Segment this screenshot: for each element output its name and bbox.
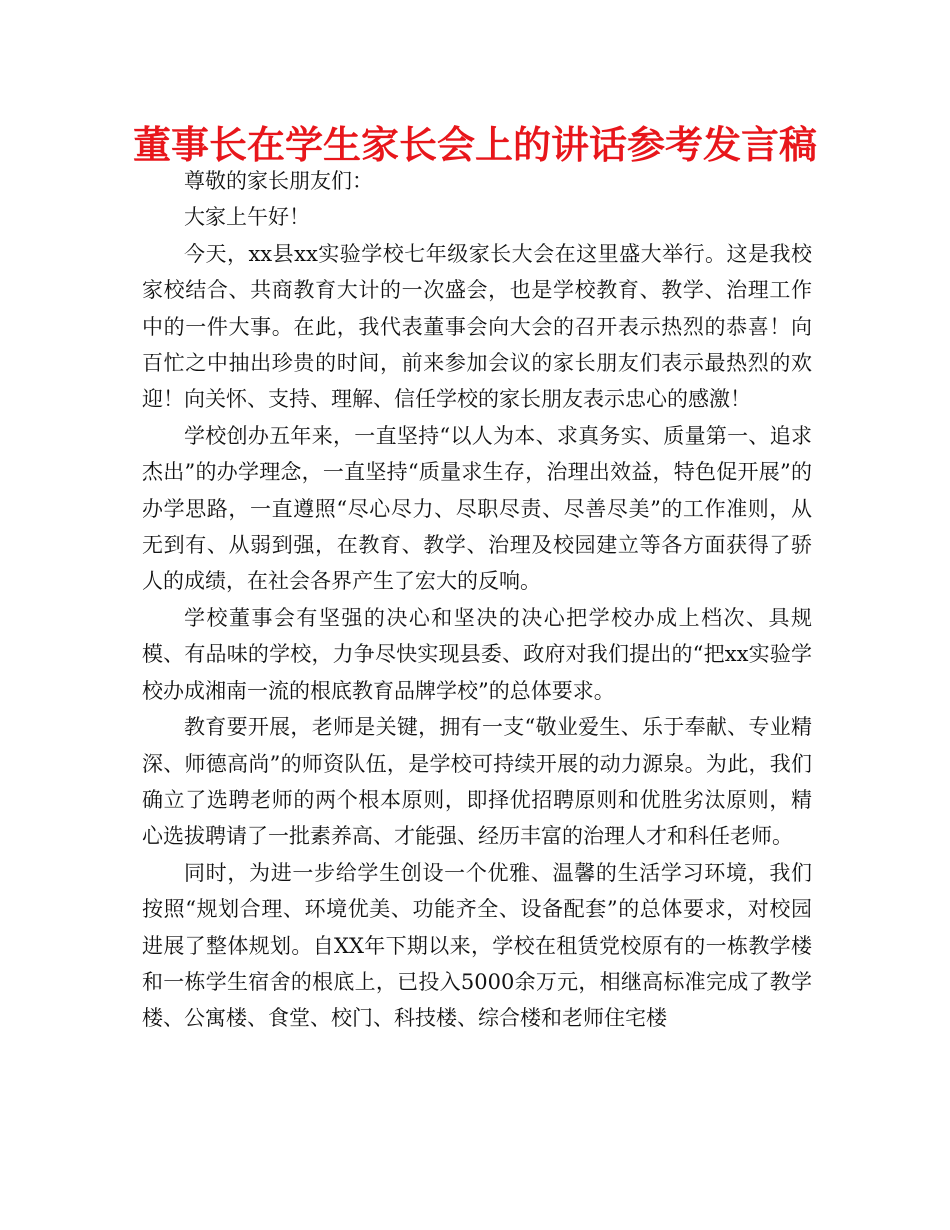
paragraph-teachers: 教育要开展，老师是关键，拥有一支“敬业爱生、乐于奉献、专业精深、师德高尚”的师资队伍，是学校可持续开展的动力源泉。为此，我们确立了选聘老师的两个根本原则，即择优招聘原则和优胜劣汰原则，精心选拔聘请了一批素养高、才能强、经历丰富的治理人才和科任老师。 [142, 715, 812, 849]
paragraph-school-philosophy: 学校创办五年来，一直坚持“以人为本、求真务实、质量第一、追求杰出”的办学理念，一直坚持“质量求生存，治理出效益，特色促开展”的办学思路，一直遵照“尽心尽力、尽职尽责、尽善尽美”的工作准则，从无到有、从弱到强，在教育、教学、治理及校园建立等各方面获得了骄人的成绩，在社会各界产生了宏大的反响。 [142, 423, 812, 594]
document-body [142, 163, 812, 1037]
paragraph-salutation: 尊敬的家长朋友们： [184, 169, 373, 193]
paragraph-greeting: 大家上午好！ [184, 205, 310, 230]
paragraph-campus-environment: 同时，为进一步给学生创设一个优雅、温馨的生活学习环境，我们按照“规划合理、环境优美、功能齐全、设备配套”的总体要求，对校园进展了整体规划。自XX年下期以来，学校在租赁党校原有的一栋教学楼和一栋学生宿舍的根底上，已投入5000余万元，相继高标准完成了教学楼、公寓楼、食堂、校门、科技楼、综合楼和老师住宅楼 [142, 860, 812, 1031]
paragraph-opening: 今天，xx县xx实验学校七年级家长大会在这里盛大举行。这是我校家校结合、共商教育大计的一次盛会，也是学校教育、教学、治理工作中的一件大事。在此，我代表董事会向大会的召开表示热烈的恭喜！向百忙之中抽出珍贵的时间，前来参加会议的家长朋友们表示最热烈的欢迎！向关怀、支持、理解、信任学校的家长朋友表示忠心的感激！ [142, 241, 812, 412]
paragraph-board-determination: 学校董事会有坚强的决心和坚决的决心把学校办成上档次、具规模、有品味的学校，力争尽快实现县委、政府对我们提出的“把xx实验学校办成湘南一流的根底教育品牌学校”的总体要求。 [142, 605, 812, 703]
document-title: 董事长在学生家长会上的讲话参考发言稿 [132, 123, 817, 167]
